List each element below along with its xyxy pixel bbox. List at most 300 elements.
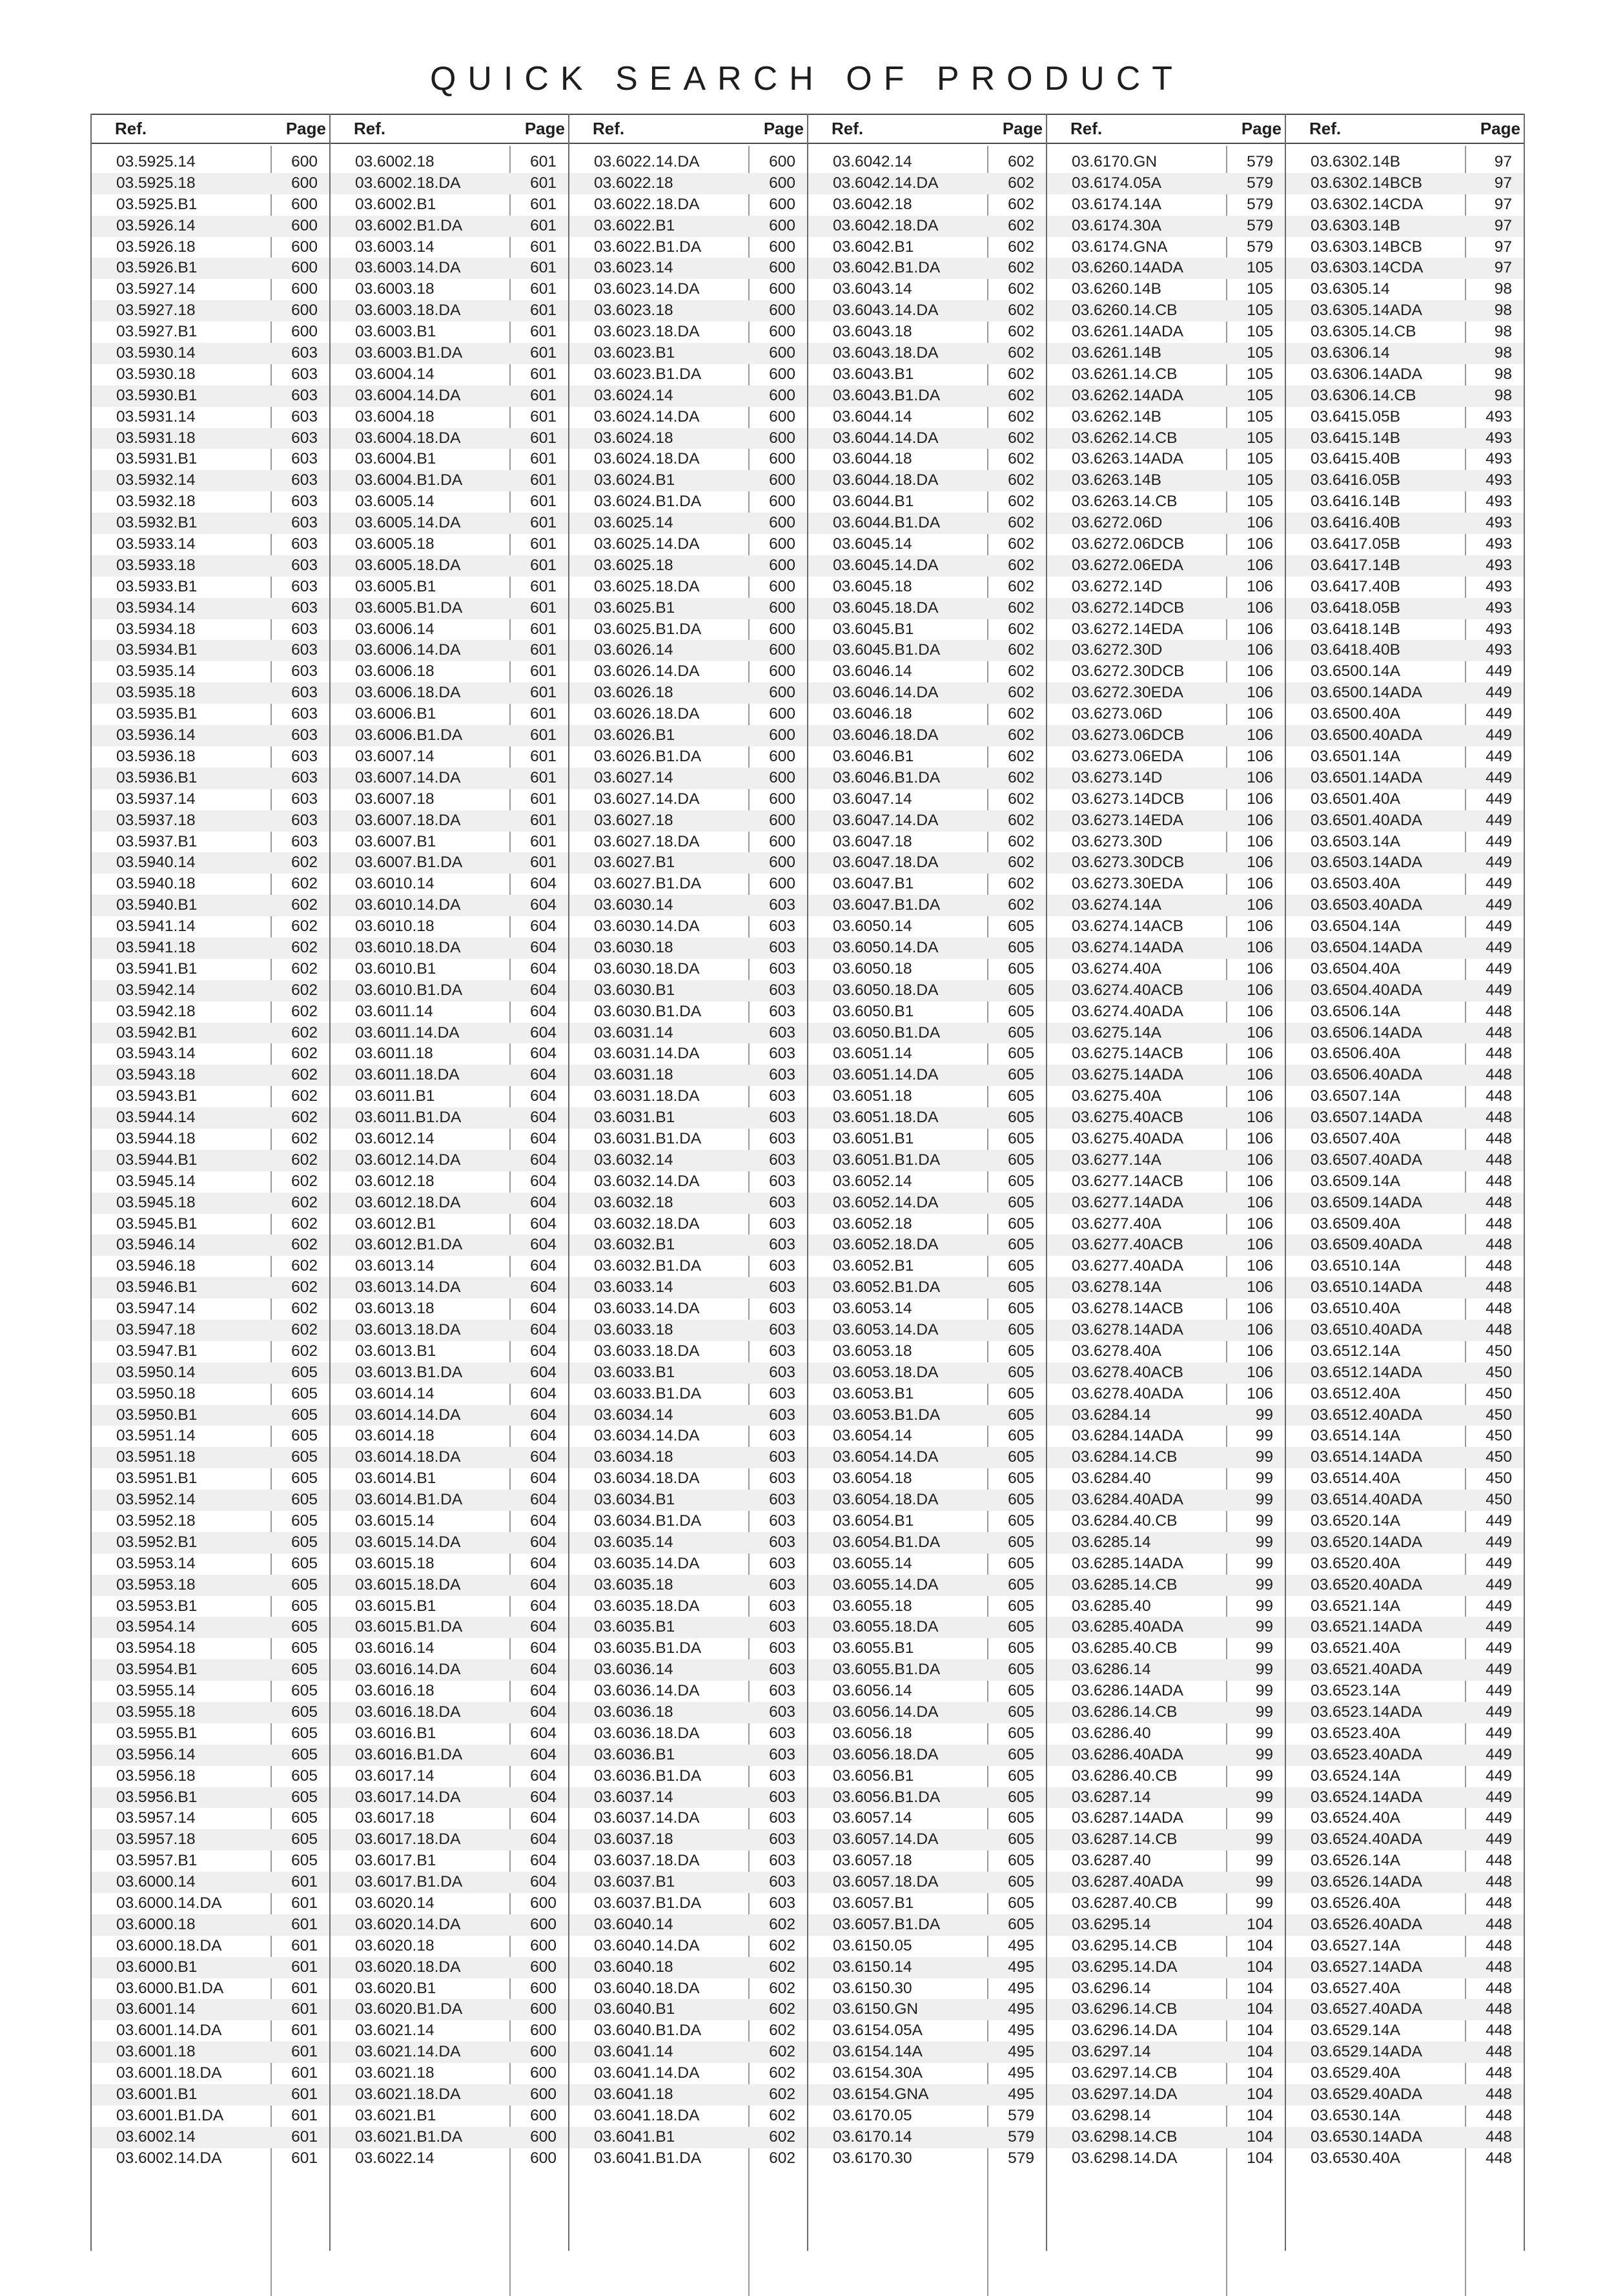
ref-cell: 03.5942.B1 xyxy=(116,1023,198,1041)
ref-cell: 03.6174.30A xyxy=(1072,216,1161,234)
table-row xyxy=(808,2127,1046,2148)
table-row xyxy=(808,534,1046,555)
table-row xyxy=(569,1914,807,1936)
table-row xyxy=(92,1129,329,1150)
table-row xyxy=(331,1235,568,1256)
page-cell: 448 xyxy=(1486,2022,1512,2040)
ref-cell: 03.5933.B1 xyxy=(116,577,198,595)
page-cell: 600 xyxy=(530,2127,557,2146)
table-row xyxy=(1047,1872,1285,1893)
ref-cell: 03.6295.14.CB xyxy=(1072,1936,1178,1954)
table-row xyxy=(1286,1405,1524,1426)
table-row xyxy=(1047,810,1285,832)
table-row xyxy=(569,343,807,364)
table-row xyxy=(92,1532,329,1553)
table-row xyxy=(92,704,329,725)
table-row xyxy=(92,661,329,682)
ref-cell: 03.5947.B1 xyxy=(116,1342,198,1360)
ref-cell: 03.6174.14A xyxy=(1072,195,1161,213)
ref-cell: 03.6170.05 xyxy=(833,2106,912,2124)
table-row xyxy=(92,1447,329,1468)
page-cell: 449 xyxy=(1486,747,1512,765)
page-cell: 449 xyxy=(1486,938,1512,956)
table-row xyxy=(808,916,1046,938)
table-row xyxy=(1286,1702,1524,1723)
table-row xyxy=(92,1107,329,1129)
table-row xyxy=(331,1808,568,1829)
table-row xyxy=(569,789,807,810)
table-column xyxy=(92,114,331,2251)
ref-cell: 03.6306.14 xyxy=(1311,344,1390,362)
ref-cell: 03.6006.B1.DA xyxy=(355,726,463,744)
page-cell: 602 xyxy=(291,1300,318,1318)
table-row xyxy=(1286,1850,1524,1872)
ref-cell: 03.5953.B1 xyxy=(116,1597,198,1615)
ref-cell: 03.6503.14ADA xyxy=(1311,854,1422,872)
table-row xyxy=(331,1978,568,2000)
page-cell: 604 xyxy=(530,1639,557,1657)
page-cell: 604 xyxy=(530,959,557,978)
page-cell: 603 xyxy=(769,959,795,978)
table-row xyxy=(92,1490,329,1511)
ref-cell: 03.6297.14 xyxy=(1072,2043,1151,2061)
page-cell: 601 xyxy=(530,535,557,553)
ref-cell: 03.6416.40B xyxy=(1311,514,1400,532)
table-row xyxy=(808,407,1046,428)
page-cell: 602 xyxy=(769,2106,795,2124)
column-rows xyxy=(92,152,329,2169)
ref-cell: 03.6514.14ADA xyxy=(1311,1448,1422,1466)
ref-cell: 03.6011.B1 xyxy=(355,1087,435,1105)
ref-cell: 03.6007.B1.DA xyxy=(355,854,463,872)
page-cell: 605 xyxy=(1008,1278,1034,1297)
table-row xyxy=(92,2042,329,2063)
ref-cell: 03.6274.40ADA xyxy=(1072,1002,1183,1020)
column-border xyxy=(1524,114,1525,2251)
ref-cell: 03.6261.14B xyxy=(1072,344,1161,362)
ref-cell: 03.6011.14 xyxy=(355,1002,433,1020)
page-cell: 605 xyxy=(291,1597,318,1615)
page-cell: 602 xyxy=(291,854,318,872)
table-row xyxy=(1286,1107,1524,1129)
table-row xyxy=(1047,2020,1285,2042)
ref-cell: 03.6504.14ADA xyxy=(1311,938,1422,956)
table-row xyxy=(331,470,568,491)
ref-cell: 03.6000.18.DA xyxy=(116,1936,222,1954)
table-row xyxy=(331,852,568,874)
page-cell: 600 xyxy=(530,2043,557,2061)
page-cell: 448 xyxy=(1486,1873,1512,1891)
table-row xyxy=(1286,1065,1524,1086)
table-row xyxy=(1047,1086,1285,1107)
page-cell: 448 xyxy=(1486,2127,1512,2146)
table-row xyxy=(1286,1638,1524,1659)
page-cell: 99 xyxy=(1255,1470,1273,1488)
ref-cell: 03.6263.14ADA xyxy=(1072,450,1183,468)
ref-cell: 03.6021.B1.DA xyxy=(355,2127,463,2146)
table-row xyxy=(569,2063,807,2084)
ref-cell: 03.6056.14 xyxy=(833,1682,912,1700)
ref-cell: 03.6045.14.DA xyxy=(833,556,939,574)
ref-cell: 03.6034.14 xyxy=(594,1406,673,1424)
ref-cell: 03.6057.14 xyxy=(833,1809,912,1827)
ref-cell: 03.6013.18.DA xyxy=(355,1320,461,1338)
page-cell: 604 xyxy=(530,1703,557,1721)
page-cell: 602 xyxy=(1008,832,1034,850)
page-cell: 603 xyxy=(769,1300,795,1318)
ref-cell: 03.6000.B1.DA xyxy=(116,1979,224,1997)
page-cell: 106 xyxy=(1247,854,1273,872)
table-row xyxy=(808,1702,1046,1723)
table-row xyxy=(569,1978,807,2000)
ref-cell: 03.6001.B1.DA xyxy=(116,2106,224,2124)
page-cell: 601 xyxy=(291,2022,318,2040)
page-cell: 601 xyxy=(291,1979,318,1997)
ref-cell: 03.6007.18.DA xyxy=(355,811,461,829)
ref-cell: 03.6040.14 xyxy=(594,1915,673,1933)
table-row xyxy=(92,173,329,194)
ref-cell: 03.6520.14ADA xyxy=(1311,1533,1422,1551)
column-rows xyxy=(1047,152,1285,2169)
ref-cell: 03.6057.14.DA xyxy=(833,1830,939,1849)
ref-cell: 03.6022.14.DA xyxy=(594,153,700,170)
table-row xyxy=(808,237,1046,258)
table-row xyxy=(569,1086,807,1107)
table-row xyxy=(808,300,1046,322)
page-cell: 99 xyxy=(1255,1724,1273,1742)
ref-cell: 03.6501.14A xyxy=(1311,747,1400,765)
table-row xyxy=(1286,1575,1524,1596)
table-row xyxy=(92,1065,329,1086)
ref-cell: 03.6011.14.DA xyxy=(355,1023,460,1041)
table-row xyxy=(92,1023,329,1044)
ref-header: Ref. xyxy=(354,119,386,138)
page-cell: 600 xyxy=(769,302,795,320)
table-row xyxy=(808,1001,1046,1023)
table-row xyxy=(1286,322,1524,343)
page-cell: 603 xyxy=(769,1342,795,1360)
ref-cell: 03.6287.40.CB xyxy=(1072,1894,1178,1912)
ref-cell: 03.6297.14.DA xyxy=(1072,2086,1178,2104)
table-row xyxy=(1286,555,1524,577)
page-cell: 106 xyxy=(1247,832,1273,850)
table-row xyxy=(808,1766,1046,1787)
page-cell: 605 xyxy=(291,1745,318,1763)
ref-cell: 03.5927.14 xyxy=(116,280,196,298)
table-row xyxy=(1047,1829,1285,1850)
column-rows xyxy=(1286,152,1524,2169)
ref-cell: 03.5942.18 xyxy=(116,1002,196,1020)
page-cell: 105 xyxy=(1247,259,1273,277)
table-row xyxy=(331,1086,568,1107)
page-cell: 106 xyxy=(1247,747,1273,765)
table-row xyxy=(92,832,329,853)
ref-cell: 03.6277.14ADA xyxy=(1072,1193,1183,1211)
ref-cell: 03.6154.GNA xyxy=(833,2086,929,2104)
table-row xyxy=(808,343,1046,364)
ref-cell: 03.6500.40ADA xyxy=(1311,726,1422,744)
page-cell: 449 xyxy=(1486,1809,1512,1827)
ref-cell: 03.6024.18.DA xyxy=(594,450,700,468)
table-row xyxy=(569,1362,807,1384)
page-cell: 603 xyxy=(769,1129,795,1147)
ref-cell: 03.6040.B1.DA xyxy=(594,2022,702,2040)
table-row xyxy=(808,1256,1046,1277)
page-cell: 602 xyxy=(1008,344,1034,362)
ref-cell: 03.6004.18.DA xyxy=(355,429,461,447)
ref-cell: 03.6298.14.DA xyxy=(1072,2149,1178,2167)
ref-cell: 03.5945.14 xyxy=(116,1172,196,1190)
page-cell: 106 xyxy=(1247,535,1273,553)
table-row xyxy=(569,1298,807,1320)
page-cell: 600 xyxy=(291,323,318,341)
ref-cell: 03.6524.40A xyxy=(1311,1809,1400,1827)
table-row xyxy=(569,1872,807,1893)
ref-cell: 03.6046.18.DA xyxy=(833,726,939,744)
table-row xyxy=(808,428,1046,449)
ref-cell: 03.6034.18.DA xyxy=(594,1470,700,1488)
ref-cell: 03.6010.14 xyxy=(355,875,434,893)
page-cell: 603 xyxy=(291,365,318,383)
page-cell: 602 xyxy=(769,2086,795,2104)
page-cell: 605 xyxy=(1008,1767,1034,1785)
ref-cell: 03.6514.14A xyxy=(1311,1427,1400,1445)
table-column xyxy=(808,114,1047,2251)
page-cell: 604 xyxy=(530,1384,557,1402)
ref-cell: 03.6004.14 xyxy=(355,365,434,383)
table-row xyxy=(569,1617,807,1638)
table-row xyxy=(569,322,807,343)
ref-cell: 03.5954.18 xyxy=(116,1639,196,1657)
ref-cell: 03.6043.18.DA xyxy=(833,344,939,362)
table-row xyxy=(92,1193,329,1214)
ref-cell: 03.5947.14 xyxy=(116,1300,196,1318)
ref-cell: 03.6272.14EDA xyxy=(1072,620,1183,638)
page-cell: 106 xyxy=(1247,620,1273,638)
ref-cell: 03.6046.14.DA xyxy=(833,684,939,702)
page-cell: 603 xyxy=(769,1724,795,1742)
table-row xyxy=(331,1617,568,1638)
page-cell: 604 xyxy=(530,938,557,956)
page-cell: 601 xyxy=(291,1936,318,1954)
page-cell: 98 xyxy=(1494,365,1512,383)
table-row xyxy=(92,1426,329,1447)
ref-cell: 03.6011.B1.DA xyxy=(355,1109,462,1127)
table-row xyxy=(1286,725,1524,746)
ref-cell: 03.6022.14 xyxy=(355,2149,434,2167)
table-row xyxy=(808,1617,1046,1638)
ref-cell: 03.6510.40ADA xyxy=(1311,1320,1422,1338)
ref-cell: 03.6013.18 xyxy=(355,1300,434,1318)
page-cell: 604 xyxy=(530,1236,557,1254)
ref-cell: 03.5934.B1 xyxy=(116,641,198,659)
page-cell: 450 xyxy=(1486,1342,1512,1360)
table-row xyxy=(808,449,1046,470)
page-cell: 448 xyxy=(1486,2000,1512,2018)
ref-cell: 03.6272.14D xyxy=(1072,577,1163,595)
ref-cell: 03.6017.14 xyxy=(355,1767,434,1785)
page-cell: 603 xyxy=(769,1512,795,1530)
table-row xyxy=(1286,258,1524,279)
ref-cell: 03.6278.14A xyxy=(1072,1278,1161,1297)
table-row xyxy=(331,980,568,1001)
page-cell: 602 xyxy=(291,1023,318,1041)
table-row xyxy=(1286,343,1524,364)
page-cell: 600 xyxy=(769,259,795,277)
table-row xyxy=(92,682,329,704)
table-row xyxy=(331,725,568,746)
table-row xyxy=(1047,1447,1285,1468)
page-cell: 603 xyxy=(291,662,318,681)
table-row xyxy=(331,1553,568,1575)
page-cell: 601 xyxy=(530,577,557,595)
page-cell: 448 xyxy=(1486,1320,1512,1338)
table-row xyxy=(808,2063,1046,2084)
table-row xyxy=(1047,1468,1285,1490)
page-cell: 579 xyxy=(1008,2106,1034,2124)
table-column xyxy=(1286,114,1525,2251)
ref-cell: 03.6305.14ADA xyxy=(1311,302,1422,320)
page-cell: 603 xyxy=(769,1363,795,1381)
ref-cell: 03.5933.14 xyxy=(116,535,196,553)
ref-cell: 03.6014.18.DA xyxy=(355,1448,461,1466)
table-row xyxy=(92,1235,329,1256)
ref-cell: 03.6501.40A xyxy=(1311,790,1400,808)
page-cell: 602 xyxy=(1008,896,1034,914)
ref-cell: 03.6047.18 xyxy=(833,832,912,850)
page-cell: 448 xyxy=(1486,1257,1512,1275)
page-cell: 603 xyxy=(291,450,318,468)
ref-cell: 03.6051.18 xyxy=(833,1087,912,1105)
page-cell: 603 xyxy=(769,1427,795,1445)
table-row xyxy=(92,1850,329,1872)
page-cell: 105 xyxy=(1247,344,1273,362)
table-row xyxy=(569,1850,807,1872)
page-cell: 604 xyxy=(530,1109,557,1127)
table-row xyxy=(92,1086,329,1107)
page-cell: 448 xyxy=(1486,1193,1512,1211)
ref-cell: 03.6021.B1 xyxy=(355,2106,436,2124)
ref-cell: 03.6007.B1 xyxy=(355,832,436,850)
ref-cell: 03.6016.B1 xyxy=(355,1724,436,1742)
ref-cell: 03.6010.18.DA xyxy=(355,938,461,956)
ref-cell: 03.6007.14 xyxy=(355,747,434,765)
ref-cell: 03.5943.B1 xyxy=(116,1087,198,1105)
ref-cell: 03.6026.B1.DA xyxy=(594,747,702,765)
ref-cell: 03.5935.14 xyxy=(116,662,196,681)
page-cell: 602 xyxy=(769,2064,795,2082)
page-cell: 604 xyxy=(530,1767,557,1785)
ref-cell: 03.6011.18.DA xyxy=(355,1066,460,1084)
table-row xyxy=(92,768,329,789)
ref-cell: 03.5926.18 xyxy=(116,238,196,256)
table-row xyxy=(1286,1023,1524,1044)
page-cell: 602 xyxy=(769,2022,795,2040)
page-cell: 605 xyxy=(1008,1639,1034,1657)
page-cell: 605 xyxy=(1008,1406,1034,1424)
ref-cell: 03.6037.18.DA xyxy=(594,1852,700,1870)
ref-cell: 03.5955.B1 xyxy=(116,1724,198,1742)
table-row xyxy=(92,1893,329,1914)
ref-cell: 03.5925.18 xyxy=(116,174,196,192)
ref-cell: 03.6306.14ADA xyxy=(1311,365,1422,383)
page-cell: 605 xyxy=(1008,1172,1034,1190)
table-row xyxy=(1047,852,1285,874)
table-row xyxy=(569,725,807,746)
page-header: Page xyxy=(1002,119,1043,138)
page-cell: 449 xyxy=(1486,726,1512,744)
ref-cell: 03.6016.18 xyxy=(355,1682,434,1700)
table-row xyxy=(1047,1850,1285,1872)
table-row xyxy=(1047,1129,1285,1150)
page-cell: 603 xyxy=(769,896,795,914)
page-cell: 449 xyxy=(1486,1639,1512,1657)
page-cell: 604 xyxy=(530,1682,557,1700)
table-row xyxy=(808,1235,1046,1256)
table-row xyxy=(92,916,329,938)
page-cell: 601 xyxy=(291,2149,318,2167)
table-row xyxy=(1286,1277,1524,1298)
ref-cell: 03.6287.40 xyxy=(1072,1852,1151,1870)
ref-cell: 03.6303.14CDA xyxy=(1311,259,1424,277)
page-cell: 601 xyxy=(530,195,557,213)
ref-cell: 03.6016.14 xyxy=(355,1639,434,1657)
ref-cell: 03.5946.18 xyxy=(116,1257,196,1275)
table-row xyxy=(331,2084,568,2106)
ref-cell: 03.6510.14A xyxy=(1311,1257,1400,1275)
ref-cell: 03.6017.14.DA xyxy=(355,1788,461,1806)
page-cell: 106 xyxy=(1247,1172,1273,1190)
ref-cell: 03.6016.18.DA xyxy=(355,1703,461,1721)
page-header: Page xyxy=(1480,119,1520,138)
ref-cell: 03.6150.30 xyxy=(833,1979,912,1997)
table-row xyxy=(808,895,1046,916)
ref-cell: 03.6274.40A xyxy=(1072,959,1161,978)
page-cell: 600 xyxy=(530,1979,557,1997)
table-row xyxy=(1047,832,1285,853)
ref-cell: 03.5936.B1 xyxy=(116,768,198,786)
table-row xyxy=(1047,2063,1285,2084)
table-row xyxy=(808,1298,1046,1320)
page-cell: 449 xyxy=(1486,1767,1512,1785)
table-row xyxy=(331,1298,568,1320)
ref-cell: 03.6260.14ADA xyxy=(1072,259,1183,277)
ref-cell: 03.5946.14 xyxy=(116,1236,196,1254)
table-row xyxy=(808,704,1046,725)
ref-cell: 03.6041.14.DA xyxy=(594,2064,700,2082)
table-row xyxy=(331,555,568,577)
table-row xyxy=(331,1957,568,1978)
table-row xyxy=(1047,1298,1285,1320)
table-row xyxy=(808,1893,1046,1914)
page-cell: 450 xyxy=(1486,1427,1512,1445)
page-cell: 600 xyxy=(769,195,795,213)
page-cell: 603 xyxy=(769,1852,795,1870)
page-cell: 600 xyxy=(769,280,795,298)
page-cell: 604 xyxy=(530,1066,557,1084)
page-cell: 448 xyxy=(1486,1236,1512,1254)
ref-cell: 03.5941.B1 xyxy=(116,959,198,978)
page-cell: 600 xyxy=(769,153,795,170)
page-cell: 604 xyxy=(530,1618,557,1636)
ref-cell: 03.5953.14 xyxy=(116,1554,196,1572)
ref-cell: 03.6000.18 xyxy=(116,1915,196,1933)
page-cell: 602 xyxy=(1008,471,1034,489)
table-row xyxy=(569,577,807,598)
ref-cell: 03.6275.14A xyxy=(1072,1023,1161,1041)
page-cell: 579 xyxy=(1247,216,1273,234)
page-cell: 106 xyxy=(1247,556,1273,574)
